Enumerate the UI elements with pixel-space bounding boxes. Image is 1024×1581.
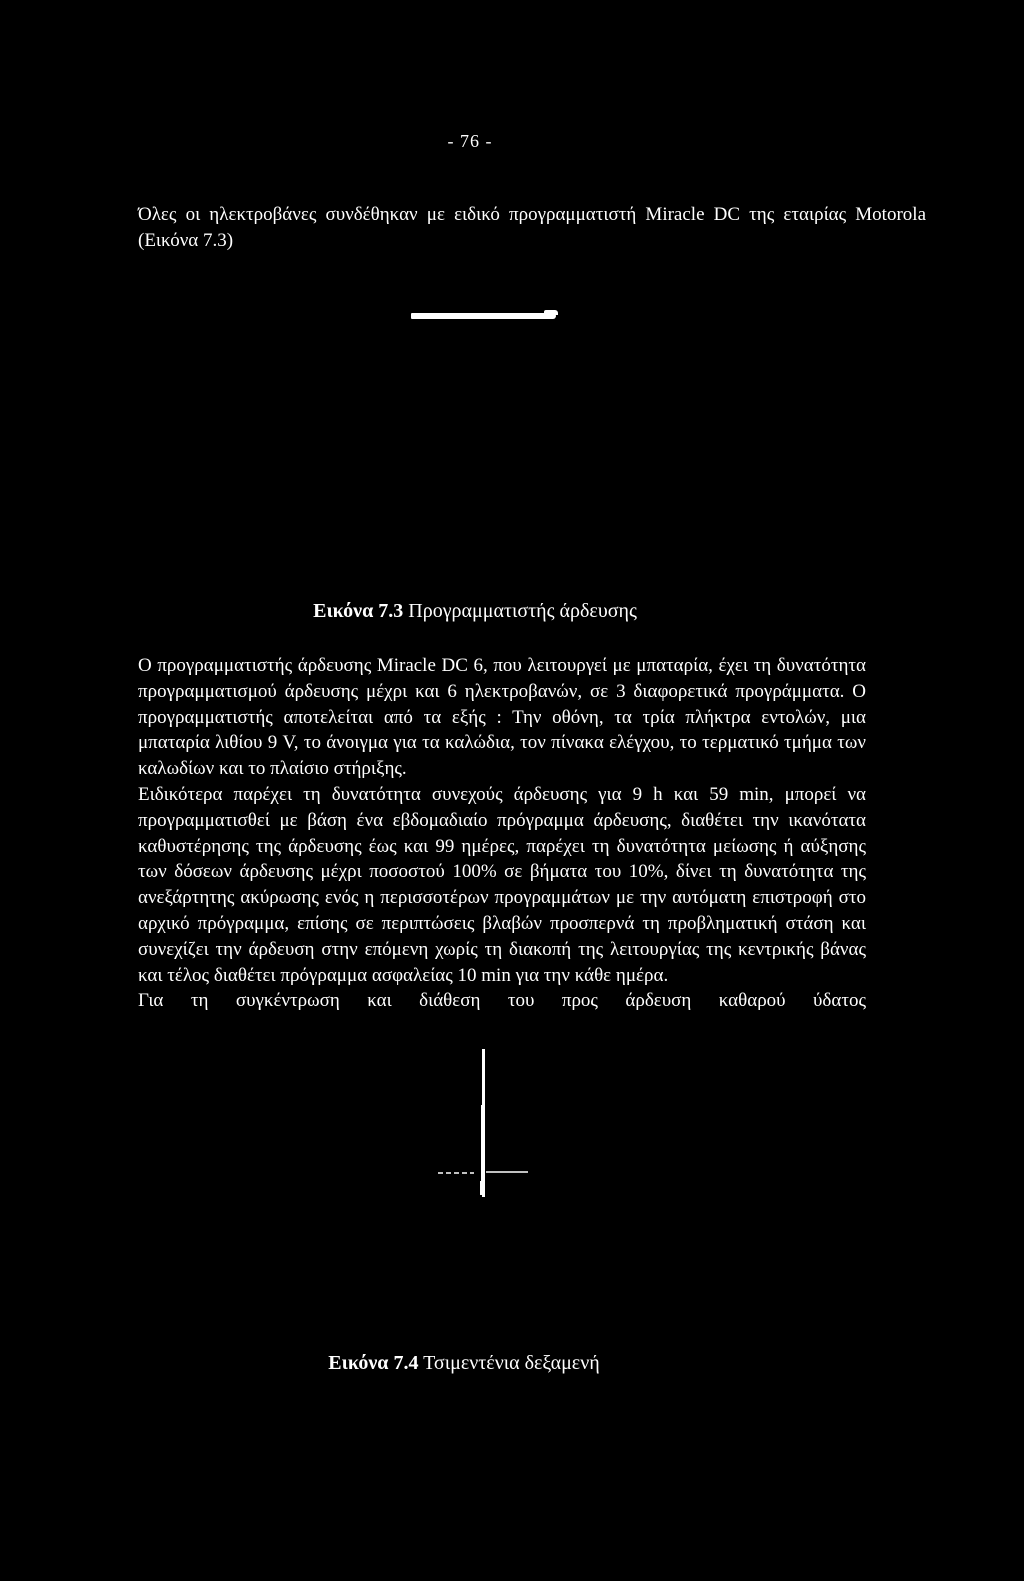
paragraph-tank-intro: Για τη συγκέντρωση και διάθεση του προς άρδευση καθαρού ύδατος [138, 990, 866, 1012]
paragraph-features: Ειδικότερα παρέχει τη δυνατότητα συνεχούς άρδευσης για 9 h και 59 min, μπορεί να προγραμματισθεί με βάση ένα εβδομαδιαίο πρόγραμμα άρδευσης, διαθέτει την ικανότατα καθυστέρησης της άρδευσης έως και 99 ημέρες, παρέχει τη δυνατότητα μείωσης ή αύξησης των δόσεων άρδευσης μέχρι ποσοστού 100% σε βήματα του 10%, δίνει τη δυνατότητα της ανεξάρτητης ακύρωσης ενός η περισσοτέρων προγραμμάτων με την αυτόματη επιστροφή στο αρχικό πρόγραμμα, επίσης σε περιπτώσεις βλαβών προσπερνά τη προβληματική στάση και συνεχίζει την άρδευση στην επόμενη χωρίς τη διακοπή της λειτουργίας της κεντρικής βάνας και τέλος διαθέτει πρόγραμμα ασφαλείας 10 min για την κάθε ημέρα. [138, 783, 866, 986]
paragraph-description: Ο προγραμματιστής άρδευσης Miracle DC 6, που λειτουργεί με μπαταρία, έχει τη δυνατότητα προγραμματισμού άρδευσης μέχρι και 6 ηλεκτροβανών, σε 3 διαφορετικά προγράμματα. Ο προγραμματιστής αποτελείται από τα εξής : Την οθόνη, τα τρία πλήκτρα εντολών, μια μπαταρία λιθίου 9 V, το άνοιγμα για τα καλώδια, τον πίνακα ελέγχου, το τερματικό τμήμα των καλωδίων και το πλαίσιο στήριξης. [138, 655, 866, 780]
page-number: - 76 - [447, 131, 493, 151]
body-text [78, 653, 866, 1014]
cement-tank-photo-icon [430, 1045, 540, 1205]
figure-caption-7-3 [0, 600, 950, 623]
figure-label: Εικόνα 7.3 [313, 600, 404, 622]
figure-label: Εικόνα 7.4 [328, 1352, 419, 1374]
intro-paragraph: Όλες οι ηλεκτροβάνες συνδέθηκαν με ειδικό προγραμματιστή Miracle DC της εταιρίας Motorola (Εικόνα 7.3) [138, 204, 926, 251]
programmer-photo-icon [411, 313, 556, 319]
figure-caption-7-4 [0, 1352, 928, 1375]
figure-title: Τσιμεντένια δεξαμενή [423, 1352, 600, 1374]
figure-title: Προγραμματιστής άρδευσης [408, 600, 637, 622]
